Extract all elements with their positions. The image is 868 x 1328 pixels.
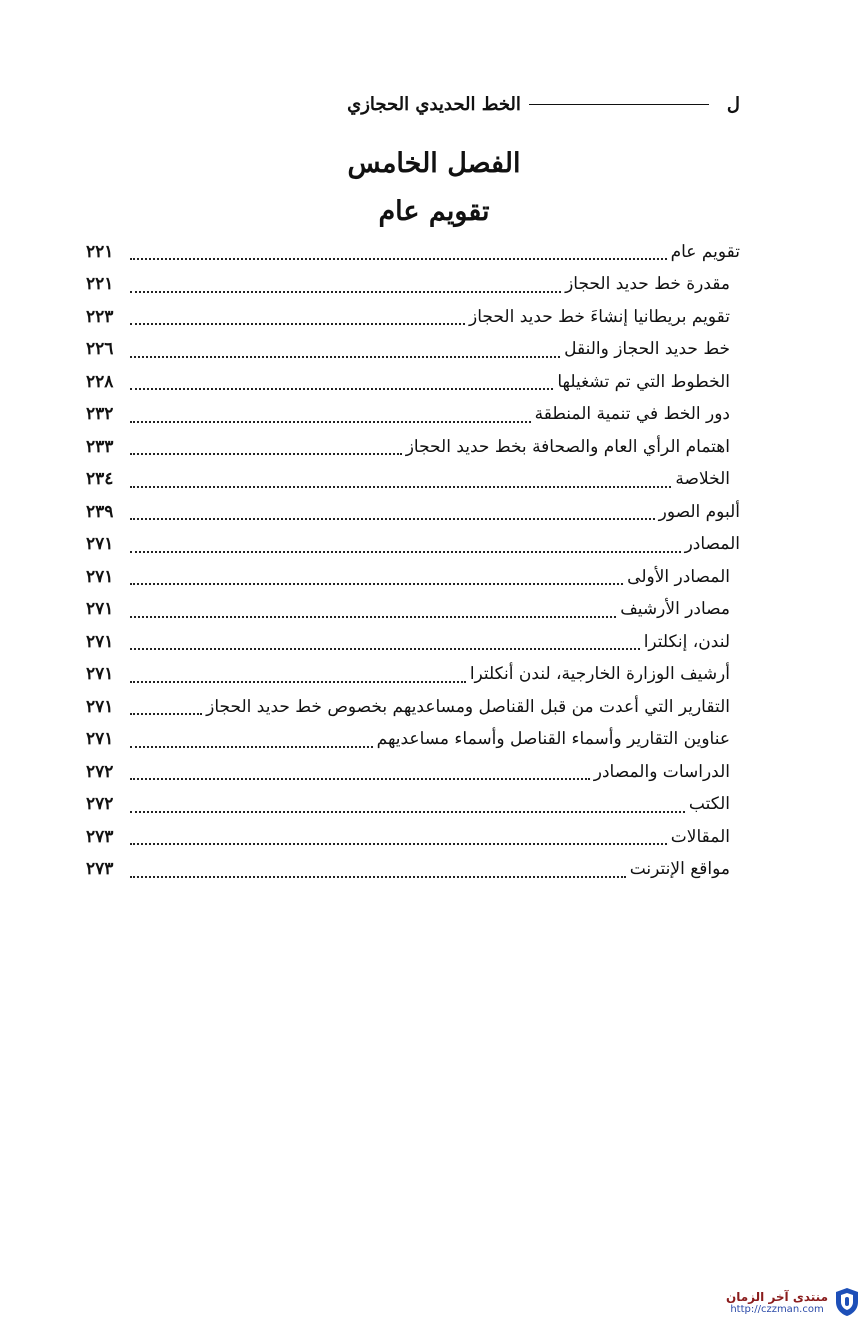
toc-entry-page: ٢٧٢ [86,794,114,815]
toc-entry-title: لندن، إنكلترا [643,631,730,652]
toc-entry-title: الخطوط التي تم تشغيلها [557,371,730,392]
toc-entry [86,821,740,854]
toc-entry-page: ٢٢١ [86,241,114,262]
toc-entry [86,399,740,432]
toc-entry [86,529,740,562]
toc-entry [86,789,740,822]
toc-entry [86,854,740,887]
toc-entry-page: ٢٧١ [86,729,114,750]
toc-entry-page: ٢٣٩ [86,501,114,522]
toc-entry-page: ٢٢١ [86,274,114,295]
chapter-title: الفصل الخامس [347,148,521,179]
toc-entry [86,464,740,497]
toc-dot-leader [130,476,671,488]
watermark-url: http://czzman.com [730,1303,824,1315]
toc-entry-title: المصادر [684,534,740,555]
toc-entry-title: عناوين التقارير وأسماء القناصل وأسماء مساعديهم [376,729,730,750]
toc-entry-page: ٢٧٣ [86,859,114,880]
toc-dot-leader [130,866,626,878]
toc-entry-title: دور الخط في تنمية المنطقة [534,404,730,425]
toc-entry [86,756,740,789]
toc-entry-title: تقويم عام [670,241,740,262]
toc-entry-title: الدراسات والمصادر [593,761,730,782]
toc-entry-page: ٢٧١ [86,599,114,620]
toc-entry-title: أرشيف الوزارة الخارجية، لندن أنكلترا [469,664,730,685]
toc-dot-leader [130,443,402,455]
toc-dot-leader [130,703,202,715]
toc-entry-page: ٢٣٤ [86,469,114,490]
watermark-text [726,1290,828,1315]
toc-dot-leader [130,281,561,293]
toc-dot-leader [130,411,531,423]
toc-entry [86,561,740,594]
shield-logo-icon [834,1287,860,1317]
toc-dot-leader [130,833,667,845]
toc-entry-page: ٢٧١ [86,664,114,685]
toc-entry-page: ٢٧٢ [86,761,114,782]
toc-entry [86,496,740,529]
toc-entry [86,366,740,399]
toc-dot-leader [130,736,373,748]
toc-dot-leader [130,346,560,358]
toc-entry-title: مقدرة خط حديد الحجاز [565,274,730,295]
toc-dot-leader [130,378,553,390]
toc-entry-title: الخلاصة [675,469,730,490]
watermark-site-name: منتدى آخر الزمان [726,1289,828,1304]
toc-entry [86,724,740,757]
toc-dot-leader [130,638,640,650]
toc-entry [86,431,740,464]
toc-entry-title: ألبوم الصور [658,501,740,522]
toc-entry-title: تقويم بريطانيا إنشاءَ خط حديد الحجاز [469,306,730,327]
toc-entry-title: الكتب [688,794,730,815]
chapter-subtitle: تقويم عام [378,196,490,227]
toc-entry [86,691,740,724]
site-watermark [700,1282,860,1322]
toc-entry-page: ٢٧١ [86,534,114,555]
toc-entry-title: التقارير التي أعدت من قبل القناصل ومساعديهم بخصوص خط حديد الحجاز [206,696,730,717]
toc-dot-leader [130,801,685,813]
toc-entry [86,334,740,367]
toc-dot-leader [130,248,667,260]
toc-entry-page: ٢٧١ [86,566,114,587]
toc-dot-leader [130,606,616,618]
toc-dot-leader [130,313,465,325]
header-running-title: الخط الحديدي الحجازي [347,93,521,115]
toc-entry-title: اهتمام الرأي العام والصحافة بخط حديد الحجاز [405,436,730,457]
toc-entry-title: مواقع الإنترنت [629,859,730,880]
toc-entry [86,236,740,269]
toc-entry [86,594,740,627]
toc-dot-leader [130,671,466,683]
toc-entry-page: ٢٣٢ [86,404,114,425]
toc-entry [86,301,740,334]
toc-dot-leader [130,768,590,780]
header-page-number: ل [726,93,740,115]
toc-entry-page: ٢٢٣ [86,306,114,327]
toc-dot-leader [130,508,655,520]
toc-entry-page: ٢٧١ [86,696,114,717]
table-of-contents [86,236,740,886]
toc-entry [86,626,740,659]
running-header [80,88,740,120]
toc-entry-page: ٢٧٣ [86,826,114,847]
toc-entry-page: ٢٢٨ [86,371,114,392]
toc-dot-leader [130,541,681,553]
toc-entry-page: ٢٣٣ [86,436,114,457]
toc-dot-leader [130,573,623,585]
toc-entry-page: ٢٢٦ [86,339,114,360]
toc-entry-title: المقالات [670,826,730,847]
toc-entry-page: ٢٧١ [86,631,114,652]
toc-entry-title: خط حديد الحجاز والنقل [564,339,730,360]
header-rule [529,104,709,105]
toc-entry [86,269,740,302]
toc-entry-title: المصادر الأولى [627,566,730,587]
toc-entry [86,659,740,692]
toc-entry-title: مصادر الأرشيف [620,599,730,620]
